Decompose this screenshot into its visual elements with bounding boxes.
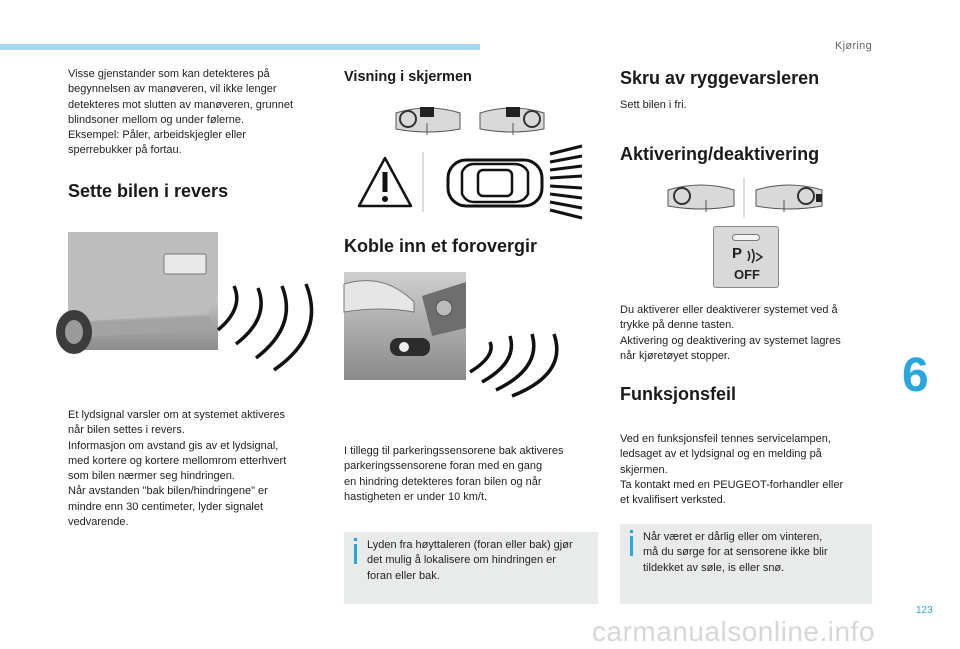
warning-triangle-icon xyxy=(356,154,414,210)
heading-activation: Aktivering/deaktivering xyxy=(620,144,820,164)
heading-forward-gear: Koble inn et forovergir xyxy=(344,236,538,256)
car-top-view-icon xyxy=(444,146,584,220)
reverse-text: Et lydsignal varsler om at systemet aktiveres når bilen settes i revers. Informasjon om avstand gis av et lydsignal, med kortere og kortere mellomrom etterhvert som bilen nærmer seg hindringen. Når avstanden "bak bilen/hindringene" er mindre enn 30 centimeter, lyder signalet vedvarende. xyxy=(68,409,287,529)
info-icon xyxy=(630,530,633,533)
info-text: Lyden fra høyttaleren (foran eller bak) gjør det mulig å lokalisere om hindringen er foran eller bak. xyxy=(367,539,573,582)
heading-malfunction: Funksjonsfeil xyxy=(620,384,737,404)
info-icon xyxy=(354,544,357,564)
header-bar xyxy=(0,44,480,50)
separator-line xyxy=(743,178,745,218)
info-icon xyxy=(630,536,633,556)
button-indicator-led xyxy=(732,234,760,241)
info-box-weather xyxy=(620,524,872,604)
info-text: Når været er dårlig eller om vinteren, må du sørge for at sensorene ikke blir tildekket av søle, is eller snø. xyxy=(643,531,828,574)
forward-gear-text: I tillegg til parkeringssensorene bak aktiveres parkeringssensorene foran med en gang en hindring detekteres foran bilen og når hastigheten er under 10 km/t. xyxy=(344,445,564,503)
separator-line xyxy=(422,152,424,212)
park-sensor-icon xyxy=(732,245,764,267)
front-bumper-illustration xyxy=(344,272,584,400)
rear-bumper-illustration xyxy=(68,232,322,372)
page-number: 123 xyxy=(916,605,933,616)
info-icon xyxy=(354,538,357,541)
heading-reverse: Sette bilen i revers xyxy=(68,181,229,201)
steering-wheel-icon xyxy=(666,182,736,218)
malfunction-text: Ved en funksjonsfeil tennes servicelampen, ledsaget av et lydsignal og en melding på skjermen. Ta kontakt med en PEUGEOT-forhandler eller et kvalifisert verksted. xyxy=(620,433,844,507)
button-off-label: OFF xyxy=(734,267,760,282)
park-assist-off-button[interactable] xyxy=(713,226,779,288)
heading-display: Visning i skjermen xyxy=(344,69,472,85)
steering-wheel-icon xyxy=(754,182,824,218)
neutral-text: Sett bilen i fri. xyxy=(620,99,687,111)
intro-text: Visse gjenstander som kan detekteres på begynnelsen av manøveren, vil ikke lenger detekteres mot slutten av manøveren, grunnet blindsoner mellom og under følerne. Eksempel: Påler, arbeidskjegler eller sperrebukker på fortau. xyxy=(68,68,294,157)
button-p-label: P xyxy=(732,245,743,262)
chapter-number: 6 xyxy=(902,349,929,402)
steering-wheel-icon xyxy=(394,105,462,141)
section-title: Kjøring xyxy=(835,40,872,52)
watermark: carmanualsonline.info xyxy=(592,616,875,647)
info-box-speaker xyxy=(344,532,598,604)
activation-text: Du aktiverer eller deaktiverer systemet ved å trykke på denne tasten. Aktivering og deaktivering av systemet lagres når kjøretøyet stopper. xyxy=(620,304,841,362)
heading-disable-reverse-alarm: Skru av ryggevarsleren xyxy=(620,68,820,88)
steering-wheel-icon xyxy=(478,105,546,141)
